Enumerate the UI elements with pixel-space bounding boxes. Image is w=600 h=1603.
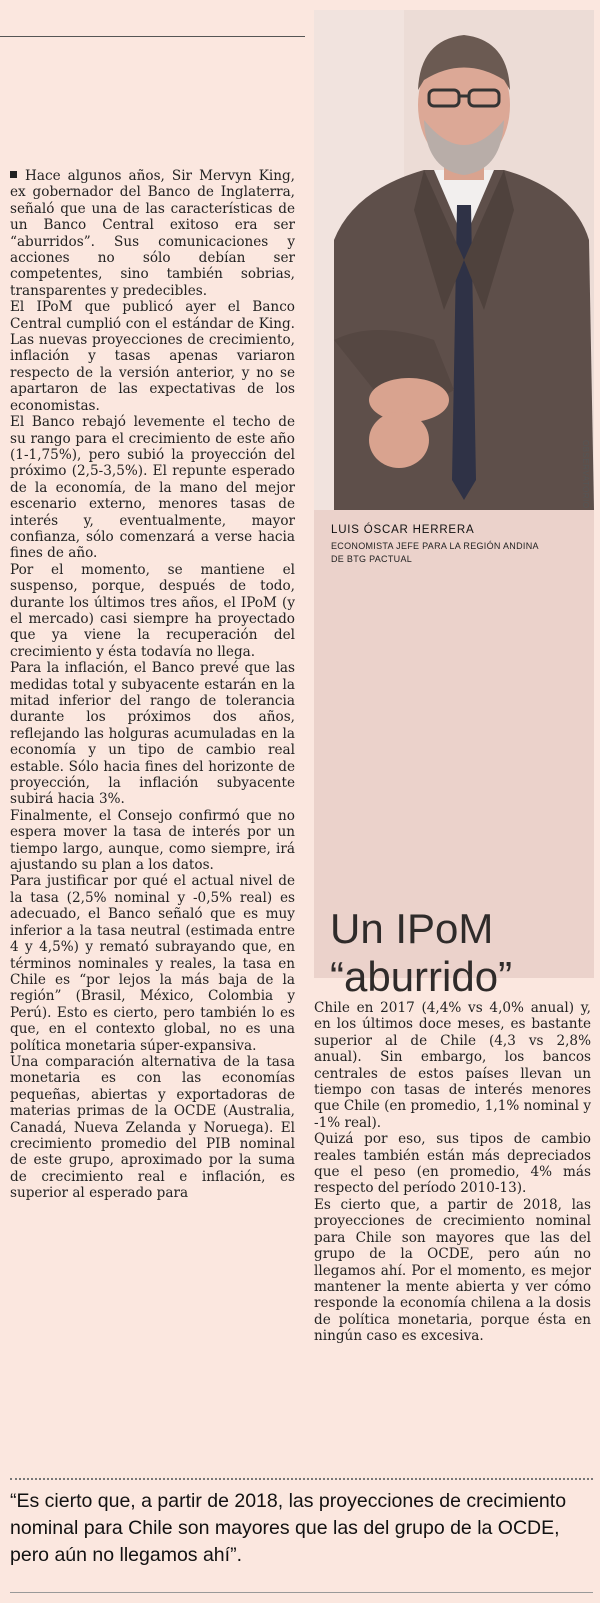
paragraph: Para la inflación, el Banco prevé que las medidas total y subyacente estarán en la mitad inferior del rango de tolerancia durante los próximos dos años, reflejando las holguras acumuladas en la economía y un tipo de cambio real estable. Sólo hacia fines del horizonte de proyección, la inflación subyacente subirá hacia 3%. (10, 660, 295, 808)
paragraph: Finalmente, el Consejo confirmó que no espera mover la tasa de interés por un tiempo largo, aunque, como siempre, irá ajustando su plan a los datos. (10, 807, 295, 874)
paragraph: Hace algunos años, Sir Mervyn King, ex gobernador del Banco de Inglaterra, señaló que una de las características de un Banco Central exitoso era ser “aburridos”. Sus comunicaciones y acciones no sólo debían ser competentes, sino también sobrias, transparentes y predecibles. (10, 168, 295, 299)
left-column (10, 168, 295, 1202)
photo-credit: OBSERVATORIO (581, 440, 590, 509)
top-rule (0, 36, 305, 37)
author-role-line: ECONOMISTA JEFE PARA LA REGIÓN ANDINA (331, 541, 539, 551)
author-role (331, 540, 551, 566)
pull-quote: “Es cierto que, a partir de 2018, las proyecciones de crecimiento nominal para Chile son mayores que las del grupo de la OCDE, pero aún no llegamos ahí”. (10, 1490, 567, 1566)
portrait-illustration (314, 10, 594, 510)
lead-square-icon (10, 171, 17, 178)
paragraph: Una comparación alternativa de la tasa monetaria es con las economías pequeñas, abiertas y exportadoras de materias primas de la OCDE (Australia, Canadá, Nueva Zelanda y Noruega). El crecimiento promedio del PIB nominal de este grupo, aproximado por la suma de crecimiento real e inflación, es superior al esperado para (10, 1053, 295, 1202)
paragraph: Es cierto que, a partir de 2018, las proyecciones de crecimiento nominal para Chile son mayores que las del grupo de la OCDE, pero aún no llegamos ahí. Por el momento, es mejor mantener la mente abierta y ver cómo responde la economía chilena a la dosis de política monetaria, porque ésta en ningún caso es excesiva. (314, 1196, 591, 1345)
paragraph: El IPoM que publicó ayer el Banco Central cumplió con el estándar de King. Las nuevas proyecciones de crecimiento, inflación y tasas apenas variaron respecto de la versión anterior, y no se apartaron de las expectativas de los economistas. (10, 299, 295, 414)
author-photo (314, 10, 594, 510)
paragraph: Por el momento, se mantiene el suspenso, porque, después de todo, durante los últimos tres años, el IPoM (y el mercado) casi siempre ha proyectado que ya viene la recuperación del crecimiento y ésta todavía no llega. (10, 561, 295, 660)
paragraph: Quizá por eso, sus tipos de cambio reales también están más depreciados que el peso (en promedio, 4% más respecto del período 2010-13). (314, 1131, 591, 1197)
quote-divider (10, 1478, 593, 1480)
author-role-line: DE BTG PACTUAL (331, 554, 413, 564)
headline: Un IPoM “aburrido” (330, 905, 513, 1000)
author-name: LUIS ÓSCAR HERRERA (331, 524, 475, 536)
paragraph: El Banco rebajó levemente el techo de su rango para el crecimiento de este año (1-1,75%), pero subió la proyección del próximo (2,5-3,5%). El repunte esperado de la economía, de la mano del mejor escenario externo, menores tasas de interés y, eventualmente, mayor confianza, sólo comenzará a verse hacia fines de año. (10, 414, 295, 562)
paragraph: Chile en 2017 (4,4% vs 4,0% anual) y, en los últimos doce meses, es bastante superior al de Chile (4,3 vs 2,8% anual). Sin embargo, los bancos centrales de estos países llevan un tiempo con tasas de interés menores que Chile (en promedio, 1,1% nominal y -1% real). (314, 1000, 591, 1131)
paragraph: Para justificar por qué el actual nivel de la tasa (2,5% nominal y -0,5% real) es adecuado, el Banco señaló que es muy inferior a la tasa neutral (estimada entre 4 y 4,5%) y remató subrayando que, en términos nominales y reales, la tasa en Chile es “por lejos la más baja de la región” (Brasil, México, Colombia y Perú). Esto es cierto, pero también lo es que, en el contexto global, no es una política monetaria súper-expansiva. (10, 873, 295, 1054)
bottom-rule (10, 1592, 593, 1593)
right-column (314, 1000, 591, 1345)
